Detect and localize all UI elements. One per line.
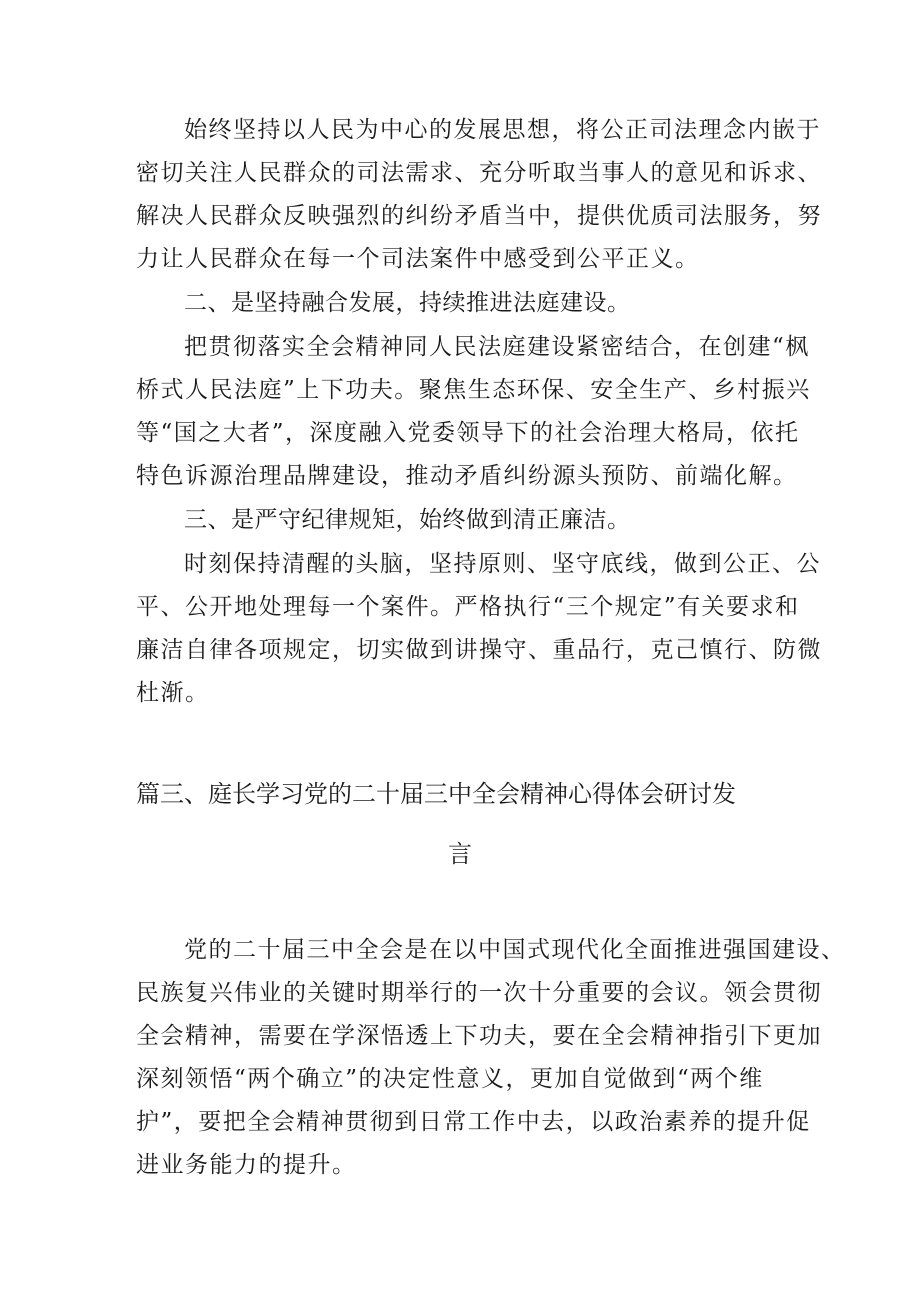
section-heading: 二、是坚持融合发展，持续推进法庭建设。 — [184, 290, 631, 316]
paragraph-line: 平、公开地处理每一个案件。严格执行“三个规定”有关要求和 — [136, 594, 800, 620]
paragraph-line: 廉洁自律各项规定，切实做到讲操守、重品行，克己慎行、防微 — [136, 637, 822, 663]
paragraph-line: 全会精神，需要在学深悟透上下功夫，要在全会精神指引下更加 — [136, 1023, 822, 1049]
paragraph-line: 等“国之大者”，深度融入党委领导下的社会治理大格局，依托 — [136, 420, 800, 446]
paragraph-line: 始终坚持以人民为中心的发展思想，将公正司法理念内嵌于 — [184, 117, 821, 143]
paragraph-line: 密切关注人民群众的司法需求、充分听取当事人的意见和诉求、 — [136, 160, 822, 186]
paragraph-line: 党的二十届三中全会是在以中国式现代化全面推进强国建设、 — [184, 937, 846, 963]
paragraph-line: 力让人民群众在每一个司法案件中感受到公平正义。 — [136, 246, 700, 272]
section-heading: 三、是严守纪律规矩，始终做到清正廉洁。 — [184, 507, 631, 533]
paragraph-line: 时刻保持清醒的头脑，坚持原则、坚守底线，做到公正、公 — [184, 551, 821, 577]
paragraph-line: 民族复兴伟业的关键时期举行的一次十分重要的会议。领会贯彻 — [136, 980, 822, 1006]
article-title: 篇三、庭长学习党的二十届三中全会精神心得体会研讨发 — [136, 780, 736, 808]
paragraph-line: 解决人民群众反映强烈的纠纷矛盾当中，提供优质司法服务，努 — [136, 203, 822, 229]
paragraph-line: 特色诉源治理品牌建设，推动矛盾纠纷源头预防、前端化解。 — [136, 463, 798, 489]
paragraph-line: 深刻领悟“两个确立”的决定性意义，更加自觉做到“两个维 — [136, 1066, 764, 1092]
paragraph-line: 杜渐。 — [136, 680, 210, 706]
paragraph-line: 桥式人民法庭”上下功夫。聚焦生态环保、安全生产、乡村振兴 — [136, 377, 811, 403]
article-title-continuation: 言 — [448, 840, 472, 868]
paragraph-line: 进业务能力的提升。 — [136, 1152, 357, 1178]
paragraph-line: 护”，要把全会精神贯彻到日常工作中去，以政治素养的提升促 — [136, 1109, 811, 1135]
paragraph-line: 把贯彻落实全会精神同人民法庭建设紧密结合，在创建“枫 — [184, 334, 810, 360]
